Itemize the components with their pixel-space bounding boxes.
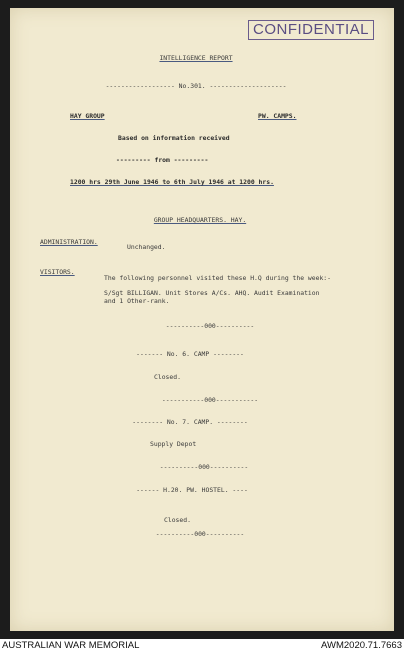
group-name: HAY GROUP — [70, 112, 105, 120]
divider-2: -----------000----------- — [161, 396, 259, 404]
hostel-heading: ------ H.20. PW. HOSTEL. ---- — [136, 486, 248, 494]
visitors-line-2: S/Sgt BILLIGAN. Unit Stores A/Cs. AHQ. Audit Examination — [104, 289, 320, 297]
camps-label: PW. CAMPS. — [258, 112, 297, 120]
from-line: --------- from --------- — [116, 156, 209, 164]
basis-text: Based on information received — [118, 134, 230, 142]
camp-7-heading: -------- No. 7. CAMP. -------- — [132, 418, 248, 426]
report-period: 1200 hrs 29th June 1946 to 6th July 1946 at 1200 hrs. — [70, 178, 274, 186]
visitors-line-1: The following personnel visited these H.Q during the week:- — [104, 274, 332, 282]
report-number: ------------------ No.301. -------------------- — [105, 82, 287, 90]
hostel-status: Closed. — [164, 516, 191, 524]
visitors-label: VISITORS. — [40, 268, 75, 276]
visitors-line-3: and 1 Other-rank. — [104, 297, 170, 305]
divider-4: ----------000---------- — [155, 530, 245, 538]
administration-label: ADMINISTRATION. — [40, 238, 98, 246]
camp-7-status: Supply Depot — [150, 440, 197, 448]
divider-1: ----------000---------- — [165, 322, 255, 330]
hq-heading: GROUP HEADQUARTERS. HAY. — [153, 216, 247, 224]
archive-name: AUSTRALIAN WAR MEMORIAL — [2, 640, 140, 651]
camp-6-status: Closed. — [154, 373, 181, 381]
report-title: INTELLIGENCE REPORT — [159, 54, 233, 62]
administration-text: Unchanged. — [127, 243, 166, 251]
catalogue-number: AWM2020.71.7663 — [321, 640, 402, 651]
camp-6-heading: ------- No. 6. CAMP -------- — [136, 350, 244, 358]
archive-footer — [0, 639, 404, 653]
confidential-stamp: CONFIDENTIAL — [248, 20, 374, 40]
divider-3: ----------000---------- — [159, 463, 249, 471]
